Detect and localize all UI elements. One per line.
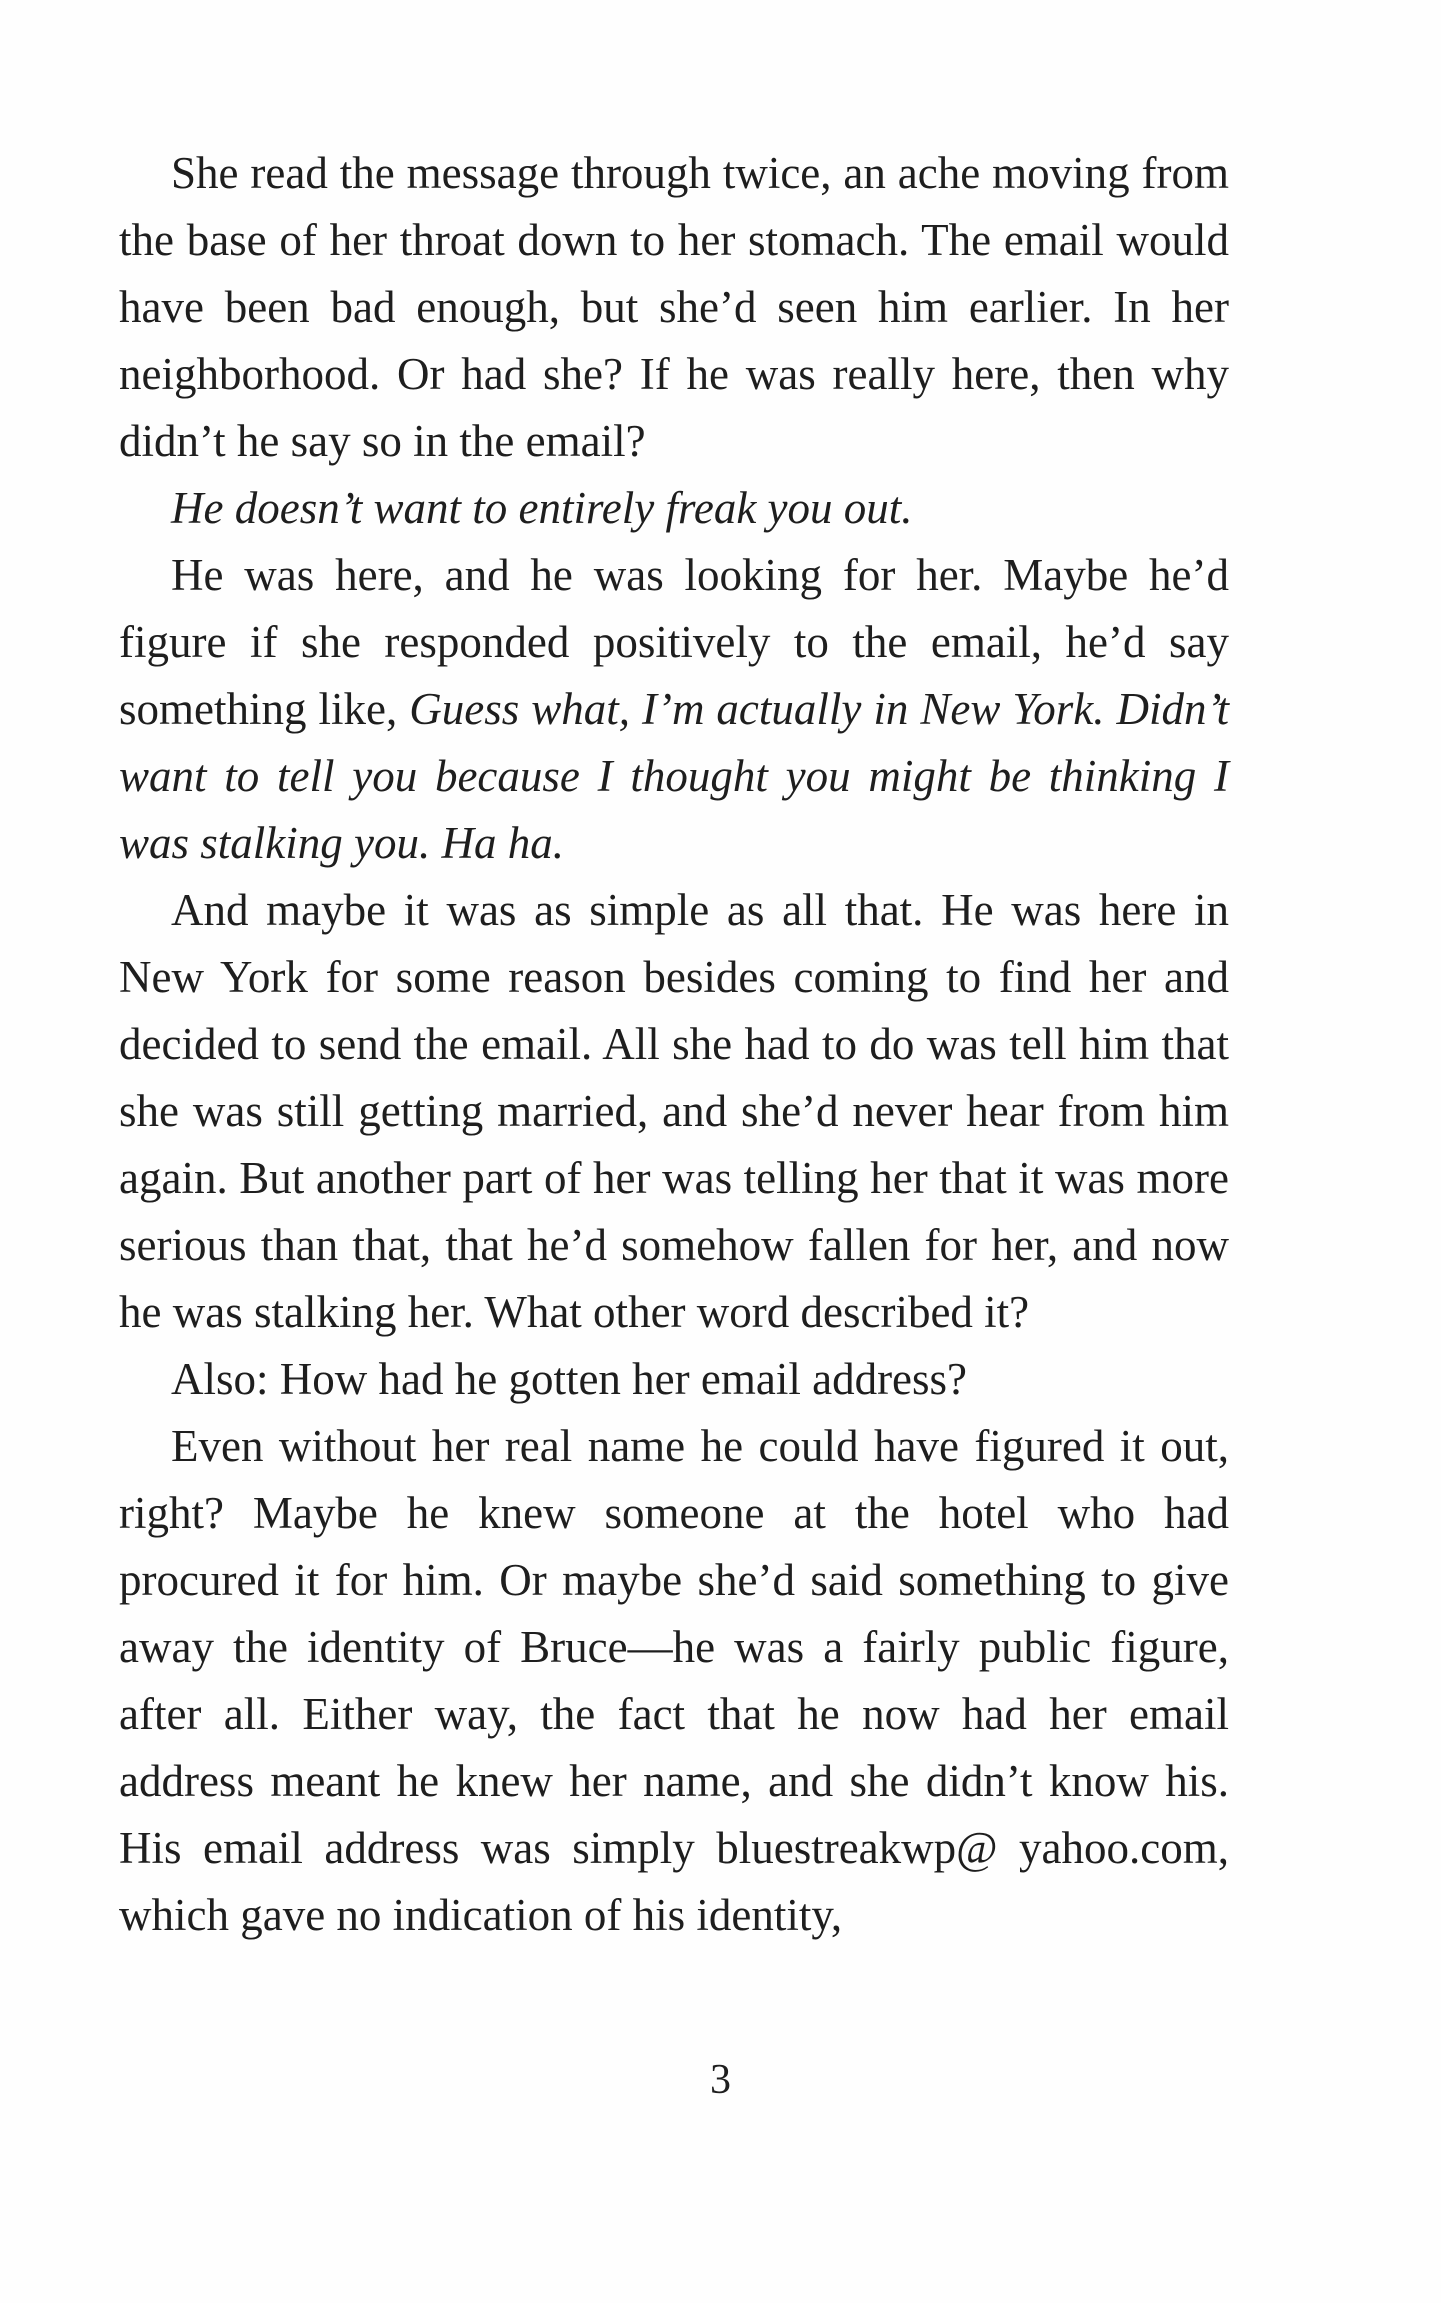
paragraph (119, 542, 1229, 877)
text-segment: Also: How had he gotten her email address? (171, 1354, 968, 1404)
paragraph (119, 1346, 1229, 1413)
paragraph (119, 1413, 1229, 1949)
text-segment: She read the message through twice, an ache moving from the base of her throat down to her stomach. The email would have been bad enough, but she’d seen him earlier. In her neighborhood. Or had she? If he was really here, then why didn’t he say so in the email? (119, 148, 1229, 466)
text-segment-italic: Guess what, I’m actually in New York. Didn’t want to tell you because I thought you might be thinking I was stalking you. Ha ha. (119, 684, 1229, 868)
paragraph (119, 140, 1229, 475)
text-segment: And maybe it was as simple as all that. He was here in New York for some reason besides coming to find her and decided to send the email. All she had to do was tell him that she was still getting married, and she’d never hear from him again. But another part of her was telling her that it was more serious than that, that he’d somehow fallen for her, and now he was stalking her. What other word described it? (119, 885, 1229, 1337)
paragraph (119, 877, 1229, 1346)
text-segment-italic: He doesn’t want to entirely freak you out. (171, 483, 913, 533)
body-text (119, 140, 1229, 1949)
paragraph (119, 475, 1229, 542)
text-segment: He was here, and he was looking for her. Maybe he’d figure if she responded positively to the email, he’d say something like, (119, 550, 1229, 734)
page-number: 3 (710, 2057, 731, 2103)
text-segment: Even without her real name he could have figured it out, right? Maybe he knew someone at the hotel who had procured it for him. Or maybe she’d said something to give away the identity of Bruce—he was a fairly public figure, after all. Either way, the fact that he now had her email address meant he knew her name, and she didn’t know his. His email address was simply bluestreakwp@ yahoo.com, which gave no indication of his identity, (119, 1421, 1229, 1940)
